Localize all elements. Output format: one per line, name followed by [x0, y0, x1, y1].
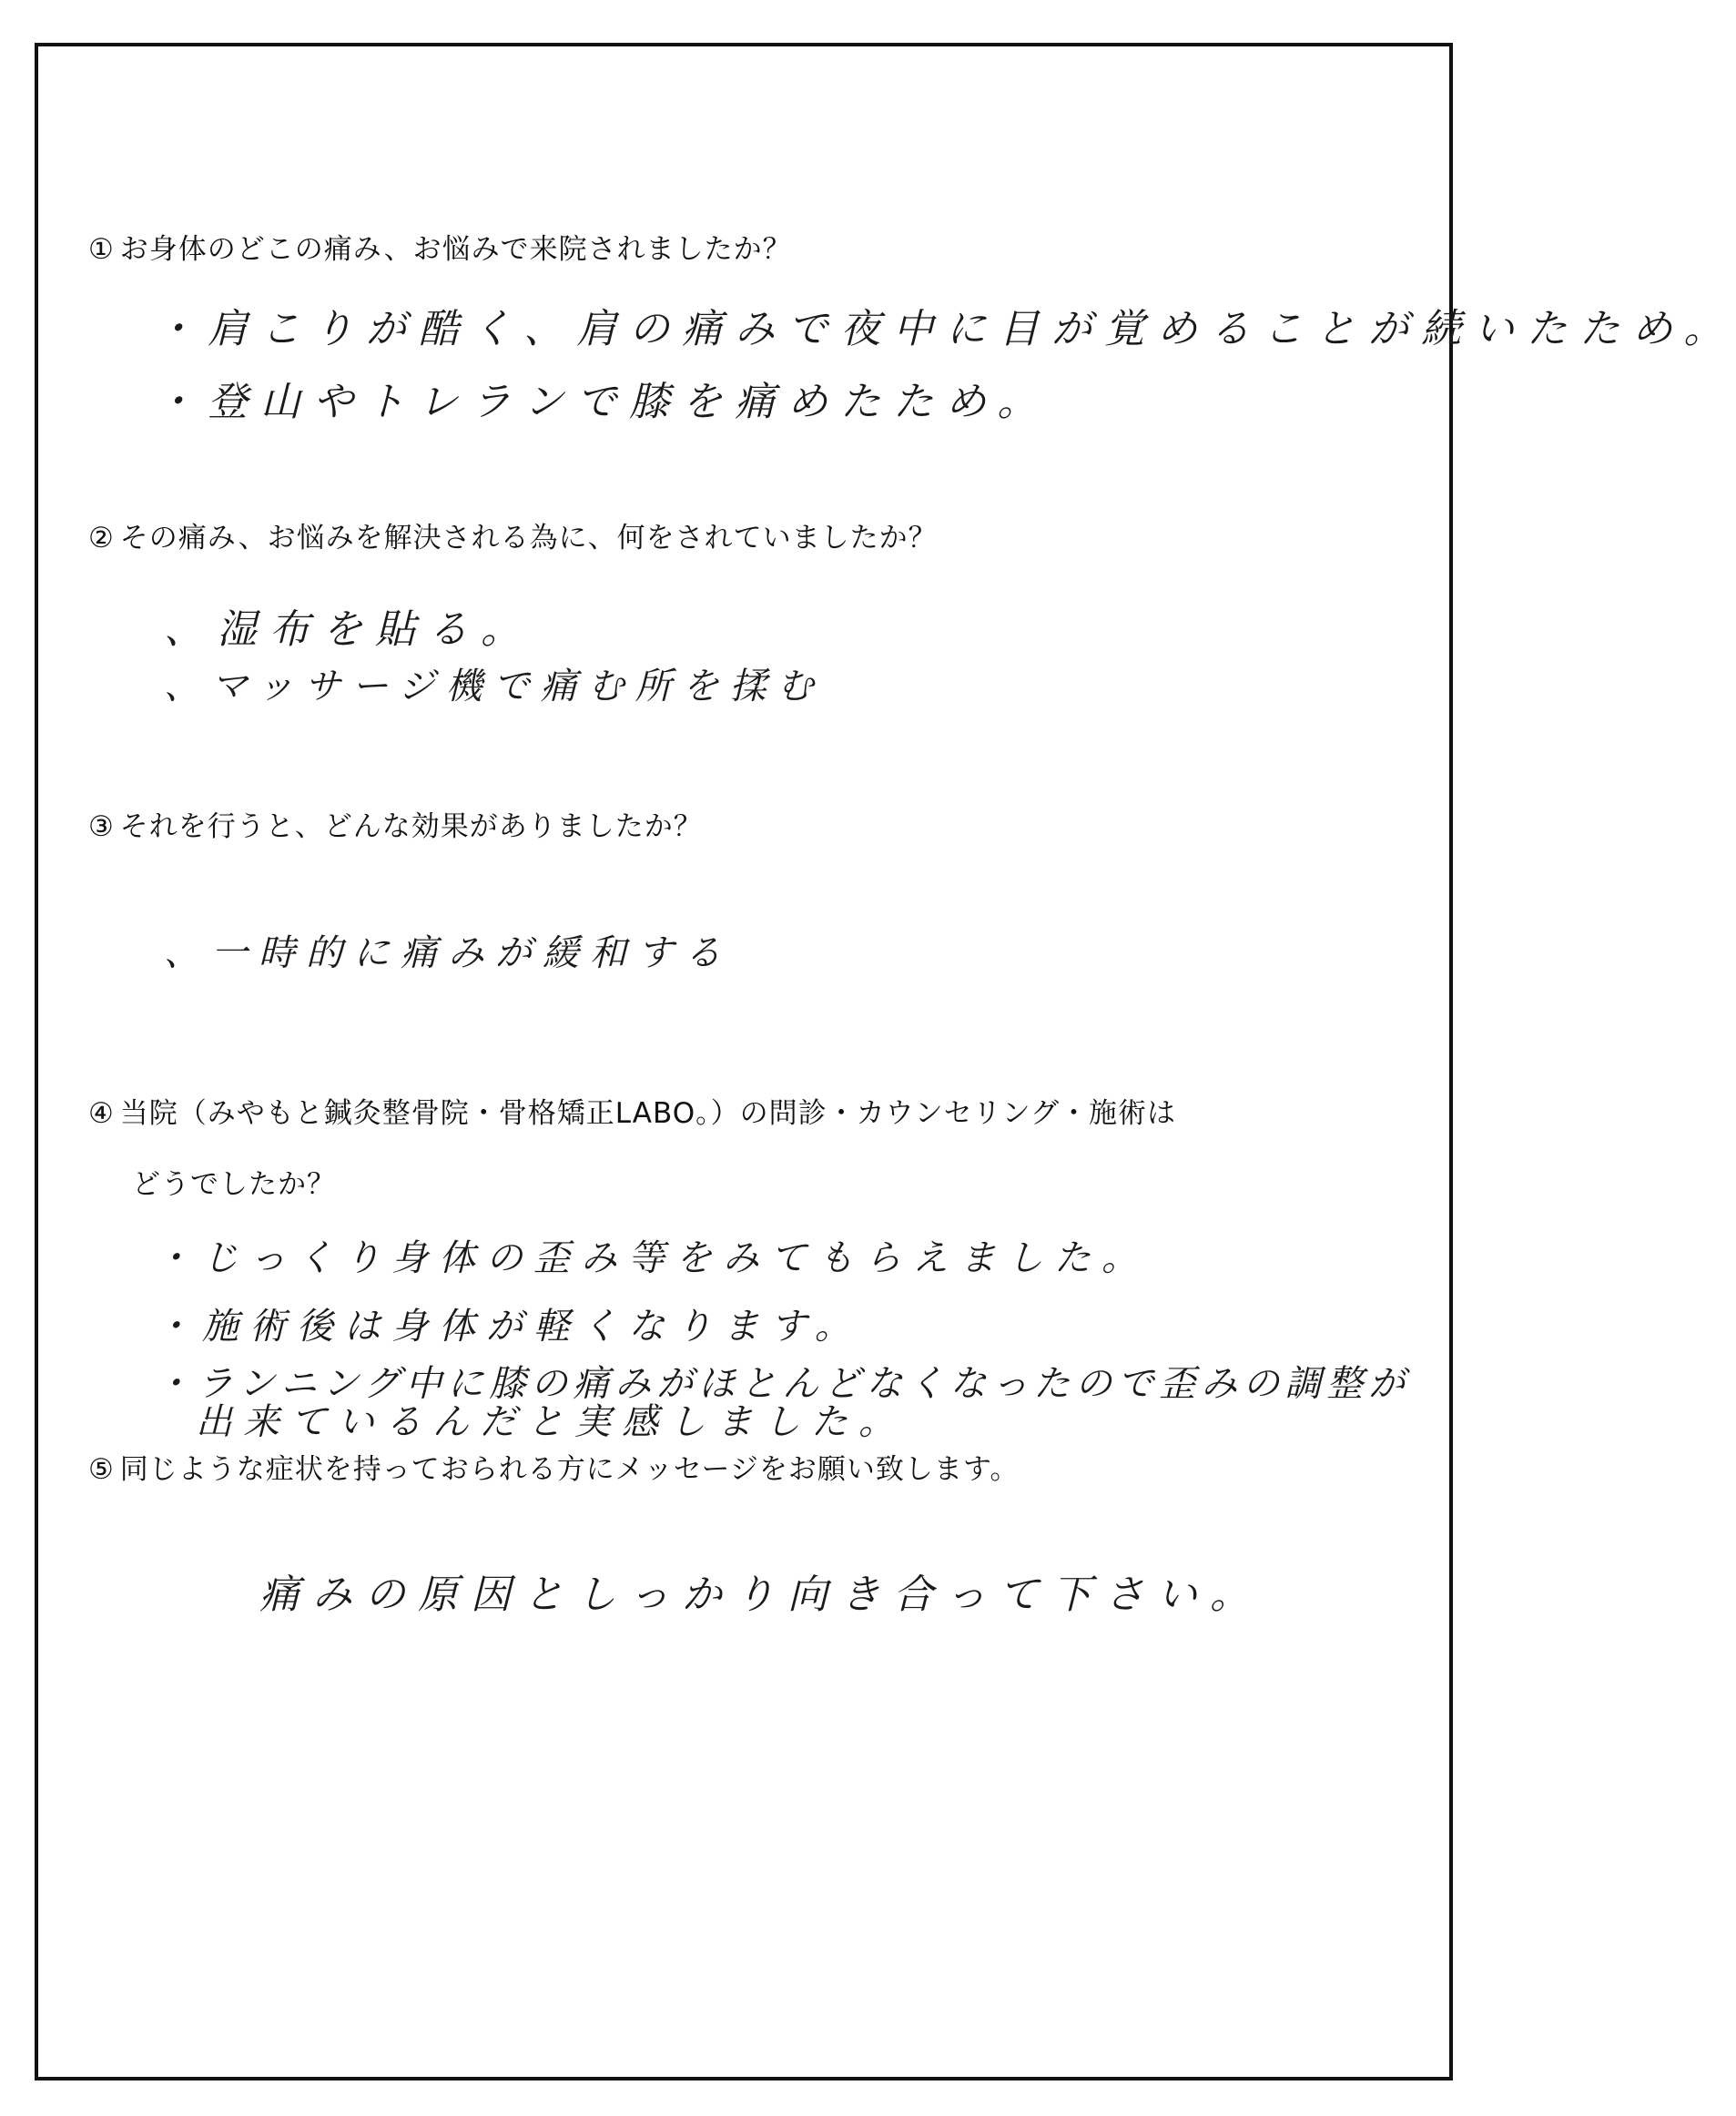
answer-2-line-1: 、湿布を貼る。	[164, 606, 533, 653]
answer-4-line-4: 出来ているんだと実感しました。	[196, 1401, 906, 1443]
question-number: ④	[88, 1097, 115, 1130]
question-number: ③	[88, 810, 115, 843]
question-text: その痛み、お悩みを解決される為に、何をされていましたか？	[119, 522, 938, 554]
question-text: それを行うと、どんな効果がありましたか？	[119, 810, 703, 843]
question-number: ①	[88, 233, 115, 266]
question-text: 当院（みやもと鍼灸整骨院・骨格矯正LABO。）の問診・カウンセリング・施術は	[119, 1097, 1176, 1130]
answer-2-line-2: 、マッサージ機で痛む所を揉む	[164, 666, 825, 707]
answer-4-line-2: ・施術後は身体が軽くなります。	[155, 1306, 862, 1348]
question-4-continued: どうでしたか？	[132, 1168, 336, 1201]
question-text: 同じような症状を持っておられる方にメッセージをお願い致します。	[119, 1453, 1020, 1486]
question-2	[88, 514, 938, 555]
question-text: お身体のどこの痛み、お悩みで来院されましたか？	[119, 233, 792, 266]
answer-1-line-2: ・登山やトレランで膝を痛めたため。	[155, 379, 1051, 425]
answer-4-line-1: ・じっくり身体の歪み等をみてもらえました。	[155, 1237, 1149, 1279]
question-5	[88, 1446, 1019, 1487]
question-3	[88, 803, 703, 844]
answer-4-line-3: ・ランニング中に膝の痛みがほとんどなくなったので歪みの調整が	[155, 1363, 1411, 1405]
answer-1-line-1: ・肩こりが酷く、肩の痛みで夜中に目が覚めることが続いたため。	[155, 306, 1736, 352]
question-number: ②	[88, 522, 115, 554]
question-number: ⑤	[88, 1453, 115, 1486]
question-4	[88, 1090, 1176, 1131]
answer-3-line-1: 、一時的に痛みが緩和する	[164, 932, 732, 974]
question-1	[88, 226, 792, 267]
answer-5-line-1: 痛みの原因としっかり向き合って下さい。	[259, 1572, 1263, 1618]
